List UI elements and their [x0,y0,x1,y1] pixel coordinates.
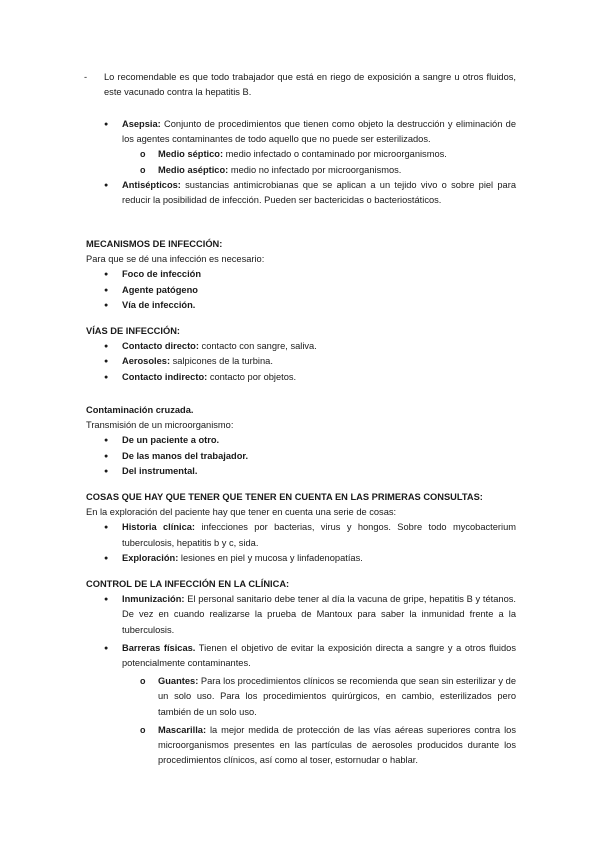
control-section [0,577,600,768]
mecanismos-section [0,237,600,313]
item-term: Antisépticos: [122,179,181,190]
item-text: la mejor medida de protección de las vías aéreas superiores contra los microorganismos presentes en las partículas de aerosoles producidos durante los procedimientos clínicos, así como al toser, estornudar o hablar. [158,724,516,766]
list-item: ● De un paciente a otro. [0,433,516,448]
sub-list-item [0,147,516,162]
item-text: lesiones en piel y mucosa y linfadenopatías. [178,552,363,563]
sub-list-item [0,723,516,769]
item-term: Aerosoles: [122,356,171,367]
item-text: El personal sanitario debe tener al día la vacuna de gripe, hepatitis B y tétanos. De vez en cuando realizarse la prueba de Mantoux para saber la inmunidad frente a la tuberculosis. [122,594,516,635]
item-term: Mascarilla: [158,724,207,735]
item-text: Para los procedimientos clínicos se recomienda que sean sin esterilizar y de un solo uso. Para los procedimientos quirúrgicos, en cambio, esterilizados pero también de un solo uso. [158,676,516,717]
list-item: ● Foco de infección [0,267,516,282]
item-term: Medio aséptico: [158,164,229,175]
list-item [0,354,516,369]
section-intro: Transmisión de un microorganismo: [86,420,234,431]
item-term: Asepsia: [122,119,161,129]
sub-list-item [0,163,516,178]
item-term: Historia clínica: [122,522,196,533]
list-item [0,520,516,550]
consultas-section [0,490,600,566]
item-text: medio infectado o contaminado por microorganismos. [223,149,447,160]
intro-text: Lo recomendable es que todo trabajador que está en riego de exposición a sangre u otros fluidos, este vacunado contra la hepatitis B. [104,72,516,98]
section-heading: Contaminación cruzada. [86,405,194,415]
section-intro: Para que se dé una infección es necesario: [86,254,265,265]
list-item [0,339,516,354]
item-text: Tienen el objetivo de evitar la exposición directa a sangre y a otros fluidos potencialmente contaminantes. [122,642,516,669]
item-text: contacto con sangre, saliva. [198,341,317,352]
sub-list-item [0,674,516,720]
item-term: Contacto indirecto: [122,371,208,382]
list-item: ● De las manos del trabajador. [0,449,516,464]
item-text: contacto por objetos. [207,371,297,382]
item-term: Guantes: [158,676,199,687]
item-term: Contacto directo: [122,341,199,352]
item-text: medio no infectado por microorganismos. [228,164,402,175]
section-heading: VÍAS DE INFECCIÓN: [86,326,181,336]
asepsia-section [0,117,600,208]
list-item [0,641,516,671]
item-text: salpicones de la turbina. [170,356,273,367]
list-item: ● Agente patógeno [0,283,516,298]
list-item [0,117,516,147]
list-item: ● Vía de infección. [0,298,516,313]
list-item: ● Del instrumental. [0,464,516,479]
section-heading: MECANISMOS DE INFECCIÓN: [86,239,223,249]
item-term: Medio séptico: [158,149,224,160]
section-heading: COSAS QUE HAY QUE TENER QUE TENER EN CUENTA EN LAS PRIMERAS CONSULTAS: [86,492,483,502]
item-text: infecciones por bacterias, virus y hongos. Sobre todo mycobacterium tuberculosis, hepatitis b y c, sida. [122,522,516,548]
vias-section [0,324,600,385]
item-term: Barreras físicas. [122,642,196,653]
item-text: Conjunto de procedimientos que tienen como objeto la destrucción y eliminación de los agentes contaminantes de todo aquello que no puede ser esterilizados. [122,119,516,145]
section-intro: En la exploración del paciente hay que tener en cuenta una serie de cosas: [86,507,397,518]
list-item [0,551,516,566]
list-item [0,370,516,385]
section-heading: CONTROL DE LA INFECCIÓN EN LA CLÍNICA: [86,579,290,589]
dash-marker: - [84,72,88,82]
cruzada-section [0,403,600,479]
item-term: Inmunización: [122,594,185,605]
list-item [0,178,516,208]
item-term: Exploración: [122,552,179,563]
item-text: sustancias antimicrobianas que se aplican a un tejido vivo o sobre piel para reducir la posibilidad de infección. Pueden ser bactericidas o bacteriostáticos. [122,179,516,206]
list-item [0,592,516,638]
